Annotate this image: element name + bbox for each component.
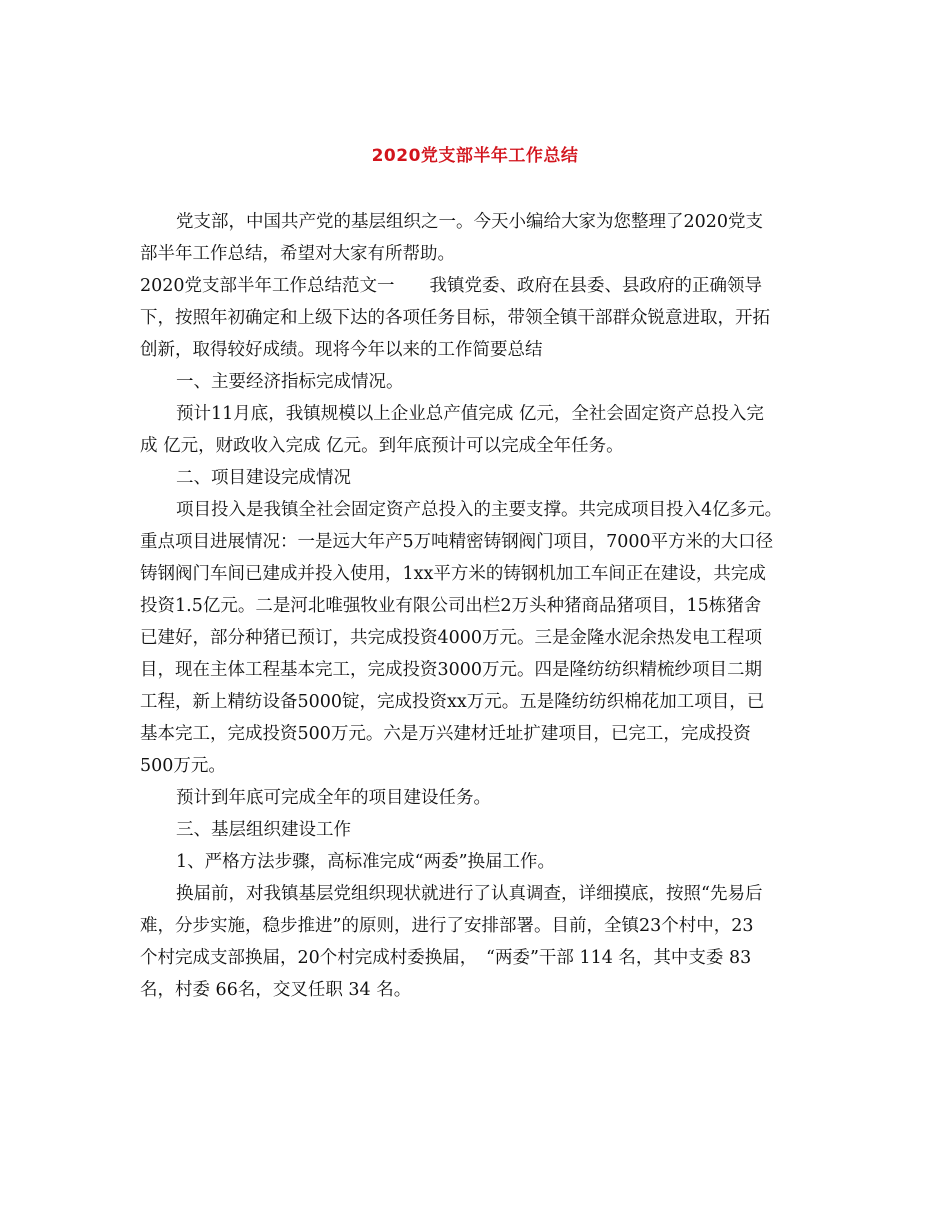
text-line: 个村完成支部换届，20个村完成村委换届， “两委”干部 114 名，其中支委 83 bbox=[140, 948, 752, 968]
document-body bbox=[140, 206, 830, 1006]
text-line: 项目投入是我镇全社会固定资产总投入的主要支撑。共完成项目投入4亿多元。 bbox=[176, 500, 783, 520]
text-line: 预计到年底可完成全年的项目建设任务。 bbox=[176, 788, 491, 808]
text-line: 预计11月底，我镇规模以上企业总产值完成 亿元，全社会固定资产总投入完 bbox=[176, 404, 764, 424]
text-line: 铸钢阀门车间已建成并投入使用，1xx平方米的铸钢机加工车间正在建设，共完成 bbox=[140, 564, 766, 584]
text-line: 创新，取得较好成绩。现将今年以来的工作简要总结 bbox=[140, 340, 543, 360]
text-line: 换届前，对我镇基层党组织现状就进行了认真调查，详细摸底，按照“先易后 bbox=[176, 884, 763, 904]
text-line: 难，分步实施，稳步推进”的原则，进行了安排部署。目前，全镇23个村中，23 bbox=[140, 916, 754, 936]
document-title: 2020党支部半年工作总结 bbox=[371, 146, 579, 166]
section-heading: 三、基层组织建设工作 bbox=[176, 820, 351, 840]
text-line: 重点项目进展情况：一是远大年产5万吨精密铸钢阀门项目，7000平方米的大口径 bbox=[140, 532, 774, 552]
text-line: 目，现在主体工程基本完工，完成投资3000万元。四是隆纺纺织精梳纱项目二期 bbox=[140, 660, 763, 680]
text-line: 基本完工，完成投资500万元。六是万兴建材迁址扩建项目，已完工，完成投资 bbox=[140, 724, 751, 744]
text-line: 下，按照年初确定和上级下达的各项任务目标，带领全镇干部群众锐意进取，开拓 bbox=[140, 308, 770, 328]
section-heading: 二、项目建设完成情况 bbox=[176, 468, 351, 488]
text-line: 成 亿元，财政收入完成 亿元。到年底预计可以完成全年任务。 bbox=[140, 436, 624, 456]
text-line: 名，村委 66名，交叉任职 34 名。 bbox=[140, 980, 412, 1000]
text-line: 投资1.5亿元。二是河北唯强牧业有限公司出栏2万头种猪商品猪项目，15栋猪舍 bbox=[140, 596, 762, 616]
text-line: 工程，新上精纺设备5000锭，完成投资xx万元。五是隆纺纺织棉花加工项目，已 bbox=[140, 692, 765, 712]
text-line: 2020党支部半年工作总结范文一 我镇党委、政府在县委、县政府的正确领导 bbox=[140, 276, 763, 296]
text-line: 已建好，部分种猪已预订，共完成投资4000万元。三是金隆水泥余热发电工程项 bbox=[140, 628, 763, 648]
subsection-heading: 1、严格方法步骤，高标准完成“两委”换届工作。 bbox=[176, 852, 556, 872]
text-line: 党支部，中国共产党的基层组织之一。今天小编给大家为您整理了2020党支 bbox=[176, 212, 764, 232]
text-line: 500万元。 bbox=[140, 756, 226, 776]
section-heading: 一、主要经济指标完成情况。 bbox=[176, 372, 404, 392]
text-line: 部半年工作总结，希望对大家有所帮助。 bbox=[140, 244, 455, 264]
